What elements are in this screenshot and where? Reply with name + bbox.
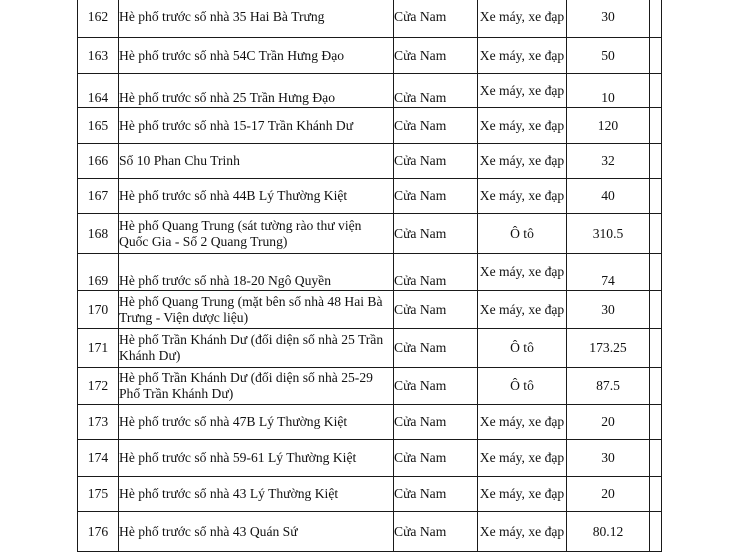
table-row <box>78 179 662 214</box>
area-cell: 30 <box>567 0 650 38</box>
location-cell: Hè phố trước số nhà 54C Trần Hưng Đạo <box>119 38 394 74</box>
area-cell: 20 <box>567 477 650 512</box>
table-body <box>78 0 662 552</box>
location-cell: Hè phố trước số nhà 25 Trần Hưng Đạo <box>119 74 394 108</box>
area-cell: 173.25 <box>567 329 650 368</box>
area-cell: 50 <box>567 38 650 74</box>
table-row <box>78 144 662 179</box>
location-cell: Hè phố Trần Khánh Dư (đối diện số nhà 25-29 Phố Trần Khánh Dư) <box>119 368 394 405</box>
ward-cell: Cửa Nam <box>394 477 478 512</box>
parking-locations-table <box>77 0 662 552</box>
vehicle-type-cell: Xe máy, xe đạp <box>478 291 567 329</box>
area-cell: 74 <box>567 254 650 291</box>
table-row <box>78 108 662 144</box>
table-row <box>78 440 662 477</box>
table-row <box>78 329 662 368</box>
location-cell: Hè phố Trần Khánh Dư (đối diện số nhà 25 Trần Khánh Dư) <box>119 329 394 368</box>
location-cell: Hè phố trước số nhà 59-61 Lý Thường Kiệt <box>119 440 394 477</box>
area-cell: 10 <box>567 74 650 108</box>
row-number: 174 <box>78 440 119 477</box>
row-number: 175 <box>78 477 119 512</box>
row-number: 170 <box>78 291 119 329</box>
table-row <box>78 291 662 329</box>
location-cell: Hè phố trước số nhà 44B Lý Thường Kiệt <box>119 179 394 214</box>
row-number: 176 <box>78 512 119 552</box>
location-cell: Hè phố Quang Trung (sát tường rào thư viện Quốc Gia - Số 2 Quang Trung) <box>119 214 394 254</box>
vehicle-type-cell: Xe máy, xe đạp <box>478 254 567 291</box>
table-row <box>78 214 662 254</box>
location-cell: Hè phố trước số nhà 43 Quán Sứ <box>119 512 394 552</box>
table-row <box>78 74 662 108</box>
table-row <box>78 405 662 440</box>
location-cell: Hè phố trước số nhà 43 Lý Thường Kiệt <box>119 477 394 512</box>
row-number: 168 <box>78 214 119 254</box>
ward-cell: Cửa Nam <box>394 329 478 368</box>
ward-cell: Cửa Nam <box>394 368 478 405</box>
ward-cell: Cửa Nam <box>394 512 478 552</box>
row-number: 172 <box>78 368 119 405</box>
ward-cell: Cửa Nam <box>394 0 478 38</box>
vehicle-type-cell: Xe máy, xe đạp <box>478 74 567 108</box>
area-cell: 32 <box>567 144 650 179</box>
location-cell: Hè phố trước số nhà 18-20 Ngô Quyền <box>119 254 394 291</box>
row-number: 167 <box>78 179 119 214</box>
area-cell: 40 <box>567 179 650 214</box>
row-number: 163 <box>78 38 119 74</box>
vehicle-type-cell: Xe máy, xe đạp <box>478 512 567 552</box>
vehicle-type-cell: Xe máy, xe đạp <box>478 440 567 477</box>
table-row <box>78 512 662 552</box>
table-row <box>78 38 662 74</box>
row-number: 166 <box>78 144 119 179</box>
ward-cell: Cửa Nam <box>394 440 478 477</box>
ward-cell: Cửa Nam <box>394 405 478 440</box>
row-number: 164 <box>78 74 119 108</box>
area-cell: 87.5 <box>567 368 650 405</box>
vehicle-type-cell: Xe máy, xe đạp <box>478 179 567 214</box>
vehicle-type-cell: Xe máy, xe đạp <box>478 144 567 179</box>
ward-cell: Cửa Nam <box>394 254 478 291</box>
vehicle-type-cell: Xe máy, xe đạp <box>478 477 567 512</box>
location-cell: Hè phố trước số nhà 35 Hai Bà Trưng <box>119 0 394 38</box>
vehicle-type-cell: Xe máy, xe đạp <box>478 0 567 38</box>
ward-cell: Cửa Nam <box>394 179 478 214</box>
table-row <box>78 477 662 512</box>
row-number: 165 <box>78 108 119 144</box>
ward-cell: Cửa Nam <box>394 38 478 74</box>
location-cell: Hè phố trước số nhà 15-17 Trần Khánh Dư <box>119 108 394 144</box>
table-row <box>78 368 662 405</box>
ward-cell: Cửa Nam <box>394 144 478 179</box>
ward-cell: Cửa Nam <box>394 74 478 108</box>
area-cell: 20 <box>567 405 650 440</box>
ward-cell: Cửa Nam <box>394 108 478 144</box>
row-number: 169 <box>78 254 119 291</box>
vehicle-type-cell: Xe máy, xe đạp <box>478 38 567 74</box>
area-cell: 30 <box>567 291 650 329</box>
vehicle-type-cell: Xe máy, xe đạp <box>478 108 567 144</box>
vehicle-type-cell: Ô tô <box>478 214 567 254</box>
table-row <box>78 254 662 291</box>
ward-cell: Cửa Nam <box>394 214 478 254</box>
location-cell: Số 10 Phan Chu Trinh <box>119 144 394 179</box>
vehicle-type-cell: Ô tô <box>478 329 567 368</box>
vehicle-type-cell: Ô tô <box>478 368 567 405</box>
area-cell: 30 <box>567 440 650 477</box>
row-number: 173 <box>78 405 119 440</box>
area-cell: 120 <box>567 108 650 144</box>
row-number: 171 <box>78 329 119 368</box>
ward-cell: Cửa Nam <box>394 291 478 329</box>
vehicle-type-cell: Xe máy, xe đạp <box>478 405 567 440</box>
area-cell: 80.12 <box>567 512 650 552</box>
location-cell: Hè phố Quang Trung (mặt bên số nhà 48 Hai Bà Trưng - Viện dược liệu) <box>119 291 394 329</box>
area-cell: 310.5 <box>567 214 650 254</box>
table-row <box>78 0 662 38</box>
row-number: 162 <box>78 0 119 38</box>
location-cell: Hè phố trước số nhà 47B Lý Thường Kiệt <box>119 405 394 440</box>
